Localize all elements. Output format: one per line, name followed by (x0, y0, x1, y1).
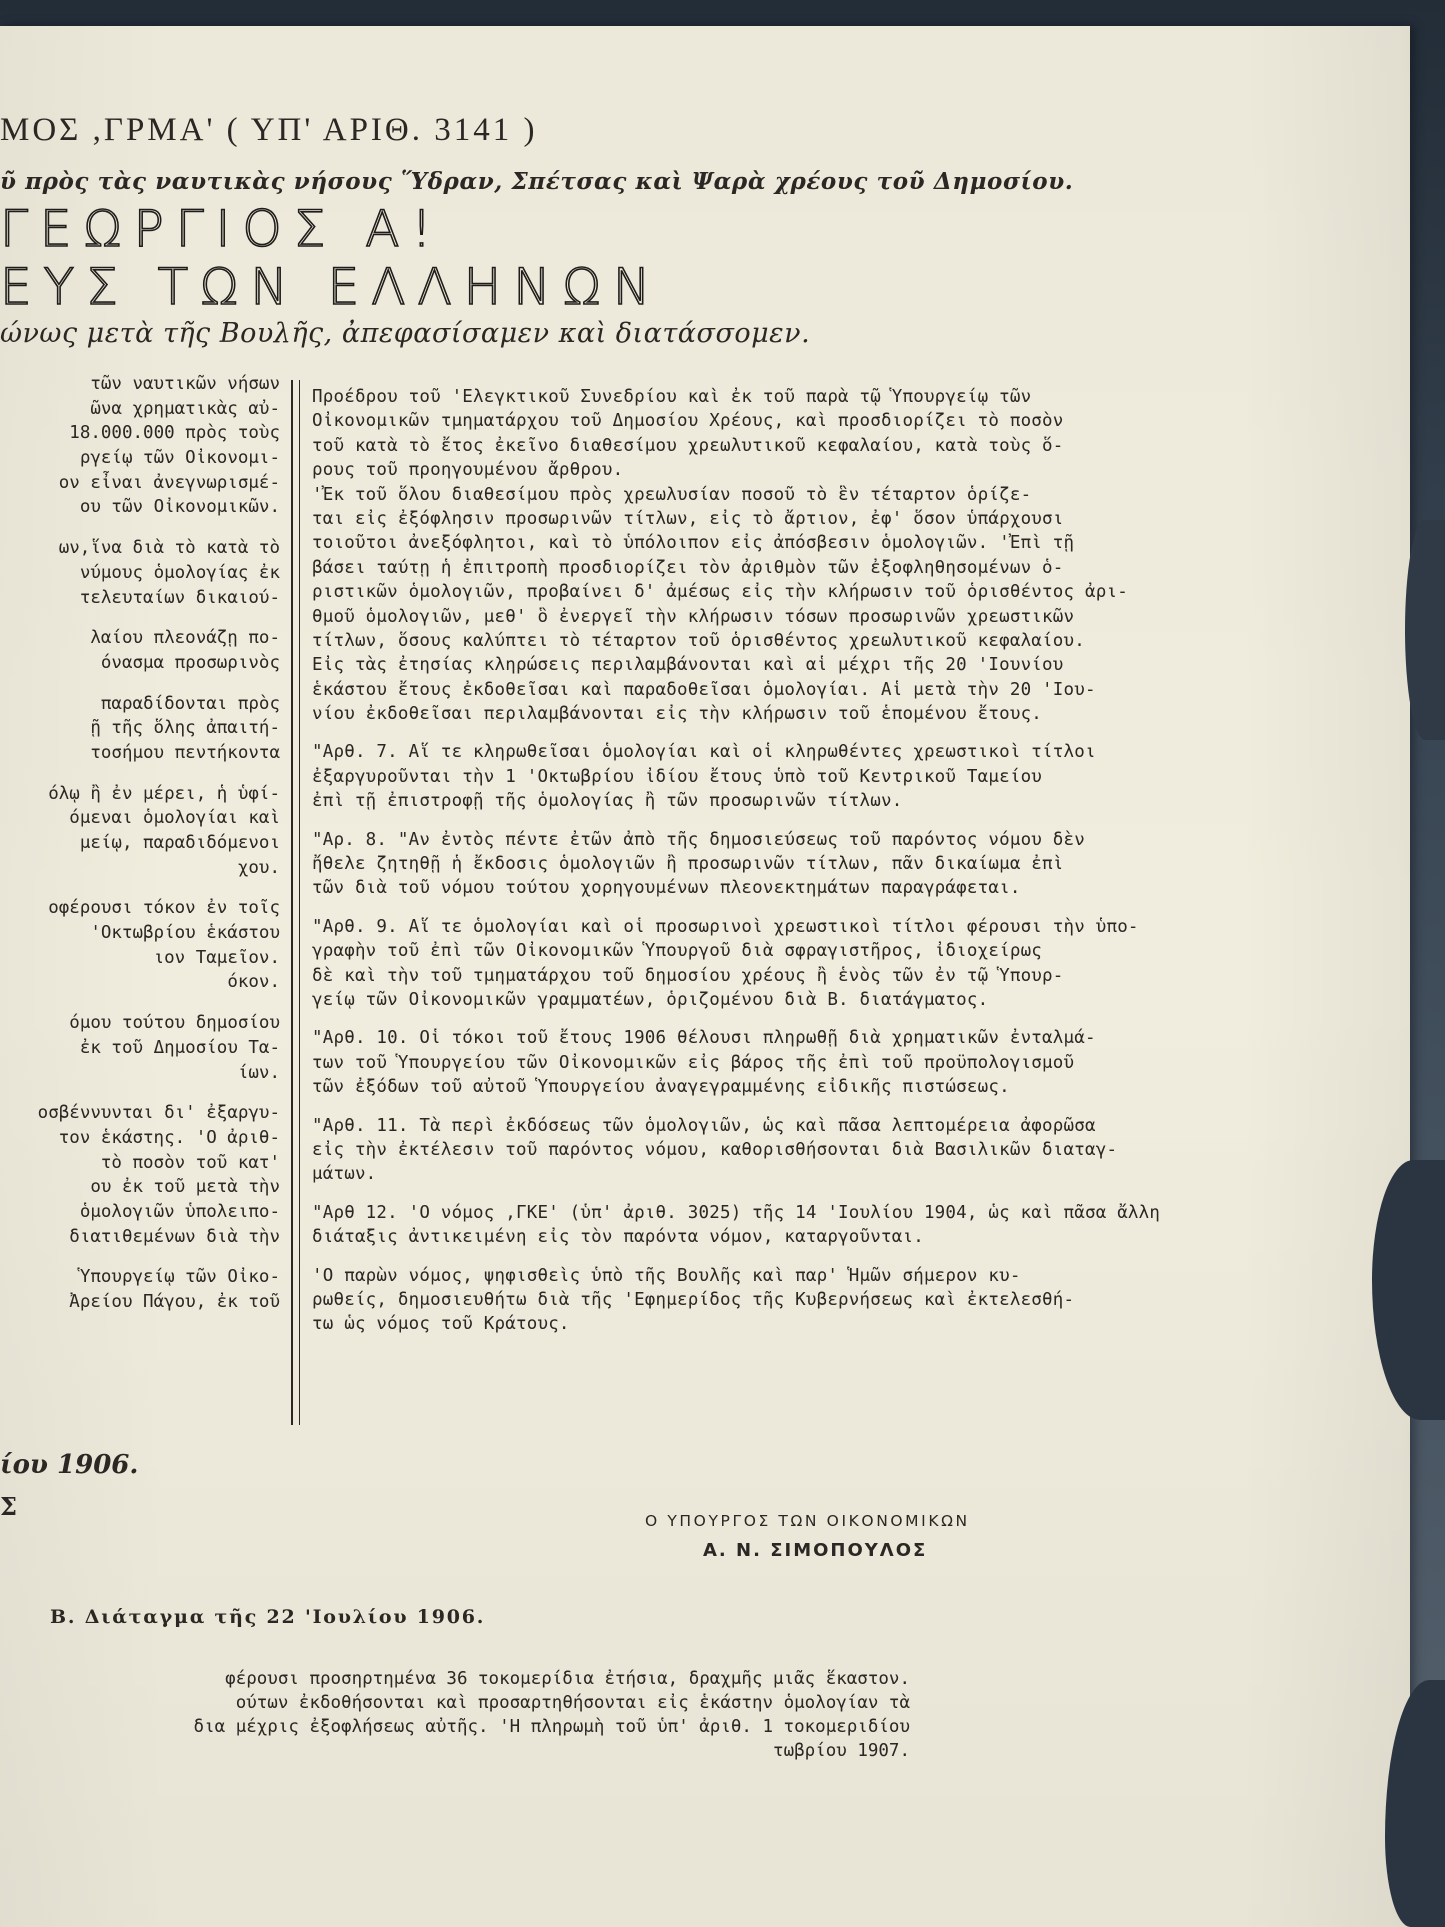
paragraph-gap (0, 766, 280, 782)
left-column-line: όλῳ ἢ ἐν μέρει, ἡ ὑφί- (48, 783, 280, 804)
left-column-line: οφέρουσι τόκον ἐν τοῖς (48, 898, 280, 919)
decree-text (0, 1667, 910, 1763)
right-column-line: "Αρθ. 10. Οἱ τόκοι τοῦ ἔτους 1906 θέλουσι πληρωθῇ διὰ χρηματικῶν ἐνταλμά- (312, 1028, 1096, 1049)
right-column-line: ται εἰς ἐξόφλησιν προσωρινῶν τίτλων, εἰς τὸ ἄρτιον, ἐφ' ὅσον ὑπάρχουσι (312, 508, 1064, 529)
right-column-line: μάτων. (312, 1164, 377, 1185)
decree-text-line: φέρουσι προσηρτημένα 36 τοκομερίδια ἐτήσια, δραχμῆς μιᾶς ἕκαστον. (225, 1669, 910, 1689)
right-column-line: "Αρθ. 7. Αἵ τε κληρωθεῖσαι ὁμολογίαι καὶ οἱ κληρωθέντες χρεωστικοὶ τίτλοι (312, 742, 1096, 763)
left-column-line: νύμους ὁμολογίας ἐκ (79, 562, 280, 583)
paragraph-gap (312, 1250, 1312, 1264)
left-column-line: ου τῶν Οἰκονομικῶν. (79, 497, 280, 518)
right-column-line: Εἰς τὰς ἐτησίας κληρώσεις περιλαμβάνονται καὶ αἱ μέχρι τῆς 20 'Ιουνίου (312, 655, 1064, 676)
column-divider (291, 380, 293, 1425)
left-column-line: όμεναι ὁμολογίαι καὶ (69, 808, 280, 829)
left-column-line: Ἀρείου Πάγου, ἐκ τοῦ (69, 1292, 280, 1312)
signature-fragment: Σ (0, 1492, 17, 1521)
left-column-line: ἐκ τοῦ Δημοσίου Τα- (79, 1037, 280, 1058)
law-subtitle: ῦ πρὸς τὰς ναυτικὰς νήσους Ὕδραν, Σπέτσας καὶ Ψαρὰ χρέους τοῦ Δημοσίου. (0, 168, 1074, 195)
decree-title: Β. Διάταγμα τῆς 22 'Ιουλίου 1906. (50, 1606, 486, 1628)
left-column-line: λαίου πλεονάζῃ πο- (90, 628, 280, 649)
left-column-line: ου ἐκ τοῦ μετὰ τὴν (90, 1177, 280, 1198)
paragraph-gap (0, 610, 280, 626)
right-column-line: θμοῦ ὁμολογιῶν, μεθ' ὃ ἐνεργεῖ τὴν κλήρωσιν τόσων προσωρινῶν χρεωστικῶν (312, 606, 1075, 627)
right-column-line: ἐπὶ τῇ ἐπιστροφῇ τῆς ὁμολογίας ἢ τῶν προσωρινῶν τίτλων. (312, 791, 903, 812)
right-column-line: διάταξις ἀντικειμένη εἰς τὸν παρόντα νόμον, καταργοῦνται. (312, 1227, 924, 1248)
enactment-formula: ώνως μετὰ τῆς Βουλῆς, ἀπεφασίσαμεν καὶ διατάσσομεν. (0, 318, 811, 349)
right-column-line: γείῳ τῶν Οἰκονομικῶν γραμματέων, ὁριζομένου διὰ Β. διατάγματος. (312, 989, 989, 1010)
left-column-line: τῶν ναυτικῶν νήσων (90, 374, 280, 394)
right-column-line: των τοῦ Ὑπουργείου τῶν Οἰκονομικῶν εἰς βάρος τῆς ἐπὶ τοῦ προϋπολογισμοῦ (312, 1052, 1075, 1073)
left-column-line: τὸ ποσὸν τοῦ κατ' (100, 1152, 280, 1173)
right-column-line: τοῦ κατὰ τὸ ἔτος ἐκεῖνο διαθεσίμου χρεωλυτικοῦ κεφαλαίου, κατὰ τοὺς ὅ- (312, 435, 1064, 456)
left-column-line: ὁμολογιῶν ὑπολειπο- (79, 1201, 280, 1222)
decree-text-line: τωβρίου 1907. (773, 1741, 910, 1761)
right-column-line: ριστικῶν ὁμολογιῶν, προβαίνει δ' ἀμέσως εἰς τὴν κλήρωσιν τοῦ ὁρισθέντος ἀρι- (312, 582, 1128, 603)
right-column-line: 'Ο παρὼν νόμος, ψηφισθεὶς ὑπὸ τῆς Βουλῆς καὶ παρ' Ἡμῶν σήμερον κυ- (312, 1265, 1021, 1286)
right-text-column (312, 385, 1312, 1337)
left-column-line: 'Οκτωβρίου ἑκάστου (90, 923, 280, 944)
right-column-line: ρους τοῦ προηγουμένου ἄρθρου. (312, 460, 624, 481)
paragraph-gap (0, 1249, 280, 1265)
paragraph-gap (0, 1085, 280, 1101)
left-column-line: Ὑπουργείῳ τῶν Οἰκο- (79, 1267, 280, 1288)
right-column-line: "Αρ. 8. "Αν ἐντὸς πέντε ἐτῶν ἀπὸ τῆς δημοσιεύσεως τοῦ παρόντος νόμου δὲν (312, 829, 1085, 850)
paragraph-gap (0, 995, 280, 1011)
right-column-line: τίτλων, ὅσους καλύπτει τὸ τέταρτον τοῦ ὁρισθέντος χρεωλυτικοῦ κεφαλαίου. (312, 630, 1085, 651)
paragraph-gap (312, 1187, 1312, 1201)
right-column-line: βάσει ταύτῃ ἡ ἐπιτροπὴ προσδιορίζει τὸν ἀριθμὸν τῶν ἐξοφληθησομένων ὁ- (312, 557, 1064, 578)
right-column-line: ἑκάστου ἔτους ἐκδοθεῖσαι καὶ παραδοθεῖσαι ὁμολογίαι. Αἱ μετὰ τὴν 20 'Ιου- (312, 679, 1096, 700)
enactment-date: ίου 1906. (0, 1450, 139, 1480)
paragraph-gap (0, 880, 280, 896)
law-heading: ΜΟΣ ,ΓΡΜΑ' ( ΥΠ' ΑΡΙΘ. 3141 ) (0, 112, 538, 148)
decree-text-line: δια μέχρις ἐξοφλήσεως αὐτῆς. 'Η πληρωμὴ τοῦ ὑπ' ἀριθ. 1 τοκομεριδίου (193, 1717, 910, 1737)
column-divider-thin (299, 380, 300, 1425)
paragraph-gap (312, 901, 1312, 915)
paragraph-gap (312, 1012, 1312, 1026)
left-column-line: ῇ τῆς ὅλης ἀπαιτή- (90, 718, 280, 739)
left-column-line: τελευταίων δικαιού- (79, 587, 280, 608)
king-name-heading: ΓΕΩΡΓΙΟΣ Α! (0, 200, 444, 258)
left-column-line: τον ἑκάστης. 'Ο ἀριθ- (58, 1127, 280, 1148)
left-column-line: ον εἶναι ἀνεγνωρισμέ- (58, 472, 280, 493)
right-column-line: εἰς τὴν ἐκτέλεσιν τοῦ παρόντος νόμου, καθορισθήσονται διὰ Βασιλικῶν διαταγ- (312, 1139, 1118, 1160)
right-column-line: γραφὴν τοῦ ἐπὶ τῶν Οἰκονομικῶν Ὑπουργοῦ διὰ σφραγιστῆρος, ἰδιοχείρως (312, 941, 1043, 962)
torn-edge-upper (1405, 520, 1445, 740)
king-title-heading: ΕΥΣ ΤΩΝ ΕΛΛΗΝΩΝ (0, 258, 663, 316)
left-column-line: όκον. (227, 972, 280, 993)
left-column-line: όνασμα προσωρινὸς (100, 652, 280, 673)
paragraph-gap (0, 520, 280, 536)
right-column-line: 'Ἐκ τοῦ ὅλου διαθεσίμου πρὸς χρεωλυσίαν ποσοῦ τὸ ἓν τέταρτον ὁρίζε- (312, 484, 1032, 505)
left-column-line: ῶνα χρηματικὰς αὐ- (90, 398, 280, 419)
left-column-line: ργείῳ τῶν Οἰκονομι- (79, 448, 280, 469)
left-column-line: μείῳ, παραδιδόμενοι (79, 833, 280, 853)
left-column-line: 18.000.000 πρὸς τοὺς (69, 423, 280, 444)
paragraph-gap (0, 676, 280, 692)
right-column-line: ἐξαργυροῦνται τὴν 1 'Οκτωβρίου ἰδίου ἔτους ὑπὸ τοῦ Κεντρικοῦ Ταμείου (312, 766, 1043, 787)
left-column-line: ων,ἵνα διὰ τὸ κατὰ τὸ (58, 538, 280, 559)
right-column-line: Οἰκονομικῶν τμηματάρχου τοῦ Δημοσίου Χρέους, καὶ προσδιορίζει τὸ ποσὸν (312, 411, 1064, 432)
paragraph-gap (312, 814, 1312, 828)
right-column-line: "Αρθ. 9. Αἵ τε ὁμολογίαι καὶ οἱ προσωρινοὶ χρεωστικοὶ τίτλοι φέρουσι τὴν ὑπο- (312, 916, 1139, 937)
minister-name: Α. Ν. ΣΙΜΟΠΟΥΛΟΣ (703, 1540, 928, 1561)
right-column-line: τοιοῦτοι ἀνεξόφλητοι, καὶ τὸ ὑπόλοιπον εἰς ἀπόσβεσιν ὁμολογιῶν. 'Ἐπὶ τῇ (312, 533, 1075, 554)
left-column-line: τοσήμου πεντήκοντα (90, 742, 280, 763)
right-column-line: τῶν ἐξόδων τοῦ αὐτοῦ Ὑπουργείου ἀναγεγραμμένης εἰδικῆς πιστώσεως. (312, 1077, 1010, 1098)
left-column-line: διατιθεμένων διὰ τὴν (69, 1226, 280, 1247)
right-column-line: τῶν διὰ τοῦ νόμου τούτου χορηγουμένων πλεονεκτημάτων παραγράφεται. (312, 878, 1021, 899)
right-column-line: δὲ καὶ τὴν τοῦ τμηματάρχου τοῦ δημοσίου χρέους ἢ ἑνὸς τῶν ἐν τῷ Ὑπουρ- (312, 965, 1064, 986)
right-column-line: "Αρθ. 11. Τὰ περὶ ἐκδόσεως τῶν ὁμολογιῶν, ὡς καὶ πᾶσα λεπτομέρεια ἀφορῶσα (312, 1115, 1096, 1136)
paragraph-gap (312, 1100, 1312, 1114)
left-column-line: ιον Ταμεῖον. (153, 947, 280, 968)
left-column-line: χου. (237, 857, 280, 878)
right-column-line: ρωθείς, δημοσιευθήτω διὰ τῆς 'Εφημερίδος τῆς Κυβερνήσεως καὶ ἐκτελεσθή- (312, 1289, 1075, 1310)
left-text-column (0, 372, 280, 1315)
decree-text-line: ούτων ἐκδοθήσονται καὶ προσαρτηθήσονται εἰς ἑκάστην ὁμολογίαν τὰ (235, 1693, 910, 1713)
left-column-line: παραδίδονται πρὸς (100, 693, 280, 714)
left-column-line: οσβέννυνται δι' ἐξαργυ- (37, 1103, 280, 1124)
left-column-line: ίων. (237, 1062, 280, 1083)
right-column-line: νίου ἐκδοθεῖσαι περιλαμβάνονται εἰς τὴν κλήρωσιν τοῦ ἑπομένου ἔτους. (312, 704, 1043, 725)
left-column-line: όμου τούτου δημοσίου (69, 1013, 280, 1034)
right-column-line: "Αρθ 12. 'Ο νόμος ,ΓΚΕ' (ὑπ' ἀριθ. 3025) τῆς 14 'Ιουλίου 1904, ὡς καὶ πᾶσα ἄλλη (312, 1202, 1161, 1223)
paragraph-gap (312, 726, 1312, 740)
right-column-line: ἤθελε ζητηθῇ ἡ ἔκδοσις ὁμολογιῶν ἢ προσωρινῶν τίτλων, πᾶν δικαίωμα ἐπὶ (312, 854, 1064, 875)
minister-title: Ο ΥΠΟΥΡΓΟΣ ΤΩΝ ΟΙΚΟΝΟΜΙΚΩΝ (645, 1512, 970, 1530)
right-column-line: Προέδρου τοῦ 'Ελεγκτικοῦ Συνεδρίου καὶ ἐκ τοῦ παρὰ τῷ Ὑπουργείῳ τῶν (312, 387, 1032, 407)
right-column-line: τω ὡς νόμος τοῦ Κράτους. (312, 1314, 570, 1335)
